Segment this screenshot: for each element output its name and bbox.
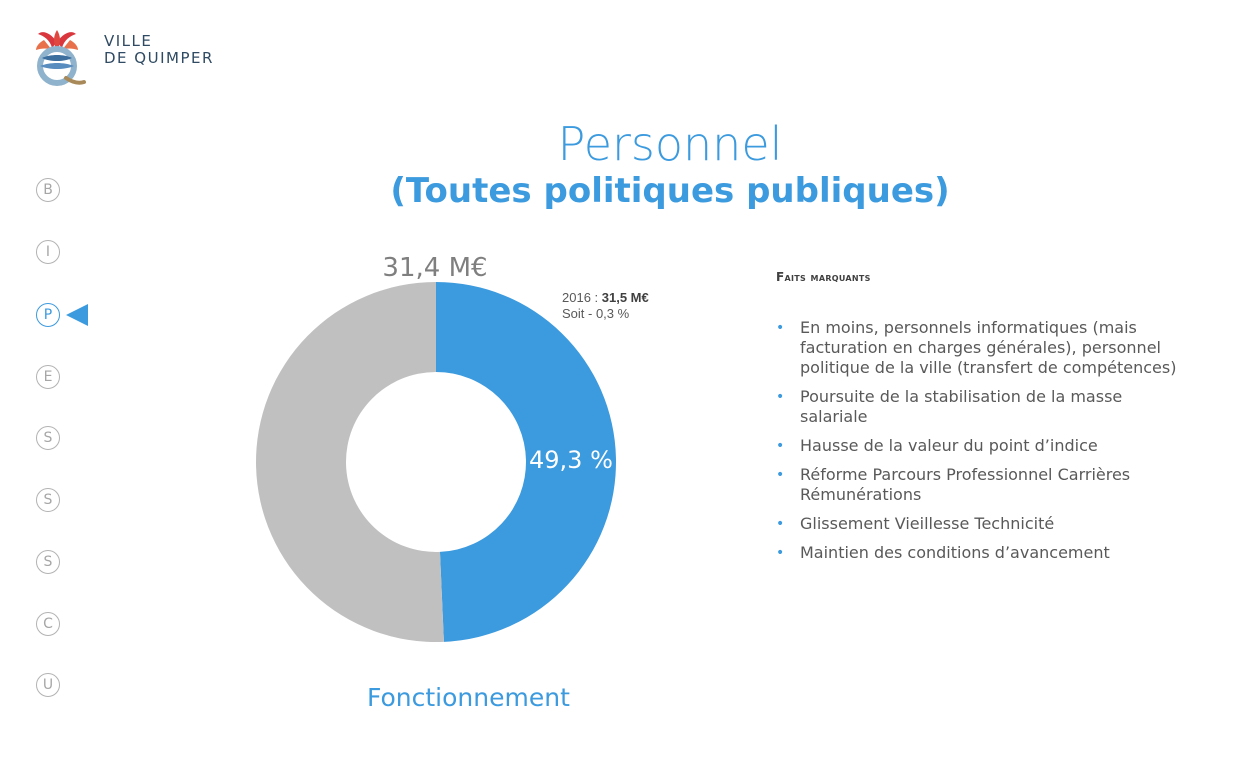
nav-letter: S [36, 488, 60, 512]
logo [22, 24, 232, 90]
comparison-value: 31,5 M€ [601, 290, 649, 305]
nav-letter: U [36, 673, 60, 697]
nav-letter: P [36, 303, 60, 327]
logo-line-2: DE QUIMPER [104, 49, 214, 67]
nav-item-b[interactable] [36, 178, 96, 218]
comparison-change: Soit - 0,3 % [562, 306, 630, 321]
page-subtitle: (Toutes politiques publiques) [390, 171, 950, 211]
nav-letter: S [36, 426, 60, 450]
nav-item-c[interactable] [36, 612, 96, 652]
logo-line-1: VILLE [104, 32, 153, 50]
nav-letter: B [36, 178, 60, 202]
list-item: • Maintien des conditions d’avancement [776, 543, 1180, 563]
nav-item-s3[interactable] [36, 550, 96, 590]
nav-item-s1[interactable] [36, 426, 96, 466]
comparison-prefix: 2016 : [562, 290, 602, 305]
list-item: • En moins, personnels informatiques (mais facturation en charges générales), personnel politique de la ville (transfert de compétences) [776, 318, 1180, 378]
nav-item-p[interactable] [36, 303, 96, 343]
highlights-panel [776, 270, 1196, 572]
current-section-arrow-icon [66, 304, 88, 326]
highlights-heading: Faits marquants [776, 270, 871, 284]
nav-letter: I [36, 240, 60, 264]
donut-chart [240, 240, 660, 720]
nav-item-e[interactable] [36, 365, 96, 405]
city-emblem-icon [22, 24, 92, 90]
list-item: • Hausse de la valeur du point d’indice [776, 436, 1180, 456]
nav-item-s2[interactable] [36, 488, 96, 528]
nav-letter: E [36, 365, 60, 389]
chart-category-label: Fonctionnement [367, 683, 570, 712]
nav-item-u[interactable] [36, 673, 96, 713]
list-item: • Glissement Vieillesse Technicité [776, 514, 1180, 534]
page-title: Personnel [557, 117, 783, 171]
chart-total-label: 31,4 M€ [382, 253, 488, 283]
highlights-list [776, 318, 1196, 563]
slice-data-label: 49,3 % [529, 446, 613, 475]
title-block [300, 118, 1040, 212]
nav-item-i[interactable] [36, 240, 96, 280]
list-item: • Réforme Parcours Professionnel Carrières Rémunérations [776, 465, 1180, 505]
nav-letter: S [36, 550, 60, 574]
list-item: • Poursuite de la stabilisation de la masse salariale [776, 387, 1180, 427]
nav-letter: C [36, 612, 60, 636]
donut-slice-1 [256, 282, 444, 642]
